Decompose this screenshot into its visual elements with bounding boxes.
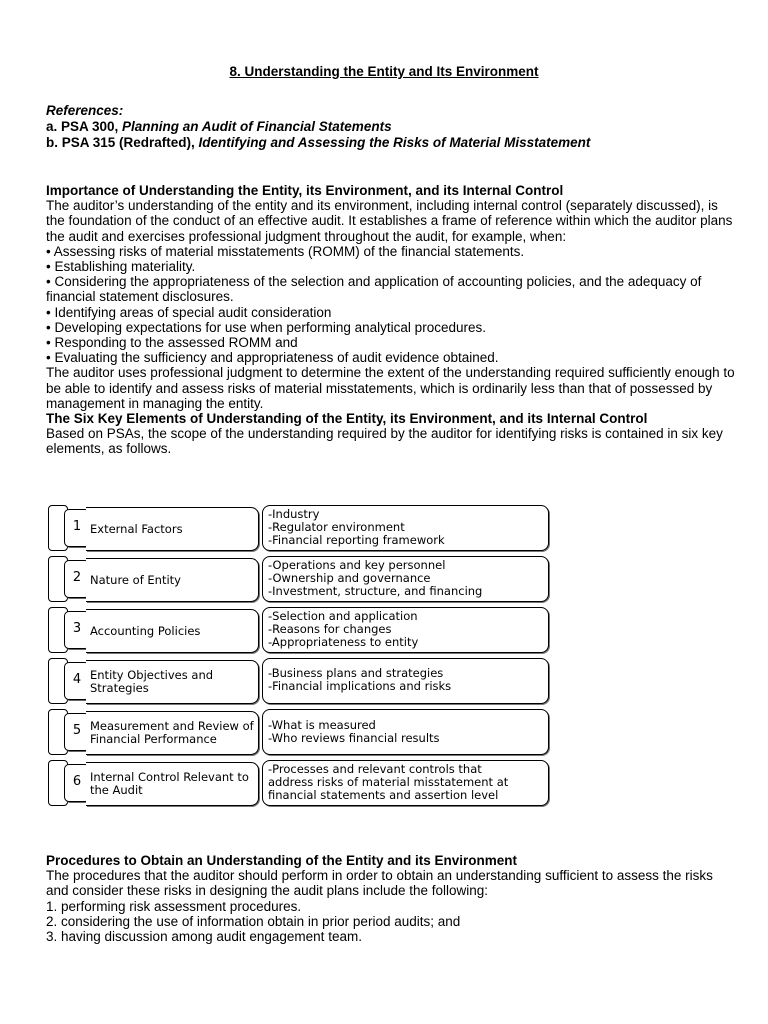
element-items-box xyxy=(262,709,549,755)
element-items-box xyxy=(262,556,549,602)
element-number: 4 xyxy=(72,672,82,687)
importance-bullet: • Establishing materiality. xyxy=(46,259,736,274)
page-title: 8. Understanding the Entity and Its Environment xyxy=(229,64,539,79)
importance-intro: The auditor’s understanding of the entity and its environment, including internal control (separately discussed), is the foundation of the conduct of an effective audit. It establishes a frame of reference within which the auditor plans the audit and exercises professional judgment throughout the audit, for example, when: xyxy=(46,198,733,244)
element-item: -Operations and key personnel xyxy=(268,558,446,572)
procedures-heading: Procedures to Obtain an Understanding of the Entity and its Environment xyxy=(46,853,518,868)
element-label-box xyxy=(86,609,259,653)
tab-marker xyxy=(44,503,84,553)
references xyxy=(46,103,590,151)
element-items-box xyxy=(262,658,549,704)
element-item: -Industry xyxy=(268,507,320,521)
element-item: -Processes and relevant controls that xyxy=(268,762,482,776)
six-elements-intro: Based on PSAs, the scope of the understanding required by the auditor for identifying risks is contained in six key elements, as follows. xyxy=(46,426,723,457)
element-item: -Selection and application xyxy=(268,609,418,623)
diagram-row xyxy=(40,758,555,806)
reference-b xyxy=(46,135,590,151)
element-label-box xyxy=(86,660,259,704)
importance-bullet: • Identifying areas of special audit consideration xyxy=(46,305,736,320)
procedure-item: 1. performing risk assessment procedures. xyxy=(46,898,302,914)
six-key-elements-diagram xyxy=(40,503,555,808)
element-label: External Factors xyxy=(90,521,183,536)
element-item: -What is measured xyxy=(268,718,376,732)
diagram-row xyxy=(40,554,555,602)
references-heading: References: xyxy=(46,103,124,118)
element-item: financial statements and assertion level xyxy=(268,788,499,803)
diagram-row xyxy=(40,605,555,653)
reference-a-prefix: a. PSA 300, xyxy=(46,119,123,134)
element-item: -Ownership and governance xyxy=(268,571,431,586)
importance-bullet: • Responding to the assessed ROMM and xyxy=(46,335,736,350)
element-number: 1 xyxy=(72,519,82,534)
element-item: -Financial implications and risks xyxy=(268,679,452,694)
reference-a xyxy=(46,119,590,135)
tab-marker xyxy=(44,554,84,604)
element-item: address risks of material misstatement at xyxy=(268,775,509,790)
element-label: Internal Control Relevant to the Audit xyxy=(90,770,249,797)
diagram-row xyxy=(40,707,555,755)
tab-marker xyxy=(44,707,84,757)
element-item: -Who reviews financial results xyxy=(268,731,440,746)
element-number: 5 xyxy=(72,723,82,738)
element-label: Measurement and Review of Financial Performance xyxy=(90,719,254,746)
element-items-box xyxy=(262,760,549,806)
importance-heading: Importance of Understanding the Entity, its Environment, and its Internal Control xyxy=(46,183,564,198)
element-item: -Appropriateness to entity xyxy=(268,635,419,650)
importance-closing: The auditor uses professional judgment to determine the extent of the understanding required sufficiently enough to be able to identify and assess risks of material misstatements, which is ordinarily less than that of possessed by management in managing the entity. xyxy=(46,365,735,411)
element-items-box xyxy=(262,607,549,653)
element-number: 2 xyxy=(72,570,82,585)
importance-bullet: • Assessing risks of material misstatements (ROMM) of the financial statements. xyxy=(46,244,736,259)
importance-section xyxy=(46,183,736,457)
element-label: Accounting Policies xyxy=(90,623,201,638)
tab-marker xyxy=(44,656,84,706)
diagram-row xyxy=(40,656,555,704)
element-item: -Business plans and strategies xyxy=(268,666,444,680)
diagram-row xyxy=(40,503,555,551)
element-item: -Reasons for changes xyxy=(268,622,392,637)
procedures-section xyxy=(46,853,736,944)
element-label: Nature of Entity xyxy=(90,572,181,587)
element-label-box xyxy=(86,507,259,551)
element-label-box xyxy=(86,762,259,806)
element-label-box xyxy=(86,711,259,755)
element-label: Entity Objectives and Strategies xyxy=(90,668,214,695)
reference-b-prefix: b. PSA 315 (Redrafted), xyxy=(46,135,199,150)
importance-bullet: • Developing expectations for use when performing analytical procedures. xyxy=(46,320,736,335)
procedure-item: 3. having discussion among audit engagement team. xyxy=(46,929,362,945)
element-item: -Regulator environment xyxy=(268,520,405,535)
element-label-box xyxy=(86,558,259,602)
procedure-item: 2. considering the use of information obtain in prior period audits; and xyxy=(46,913,461,929)
reference-b-title: Identifying and Assessing the Risks of Material Misstatement xyxy=(198,135,591,150)
element-items-box xyxy=(262,505,549,551)
importance-bullet: • Evaluating the sufficiency and appropriateness of audit evidence obtained. xyxy=(46,350,736,365)
six-elements-heading: The Six Key Elements of Understanding of the Entity, its Environment, and its Internal Control xyxy=(46,411,648,427)
element-item: -Investment, structure, and financing xyxy=(268,584,483,599)
reference-a-title: Planning an Audit of Financial Statements xyxy=(122,119,392,134)
element-number: 6 xyxy=(72,774,82,789)
element-number: 3 xyxy=(72,621,82,636)
procedures-intro: The procedures that the auditor should perform in order to obtain an understanding sufficient to assess the risks and consider these risks in designing the audit plans include the following: xyxy=(46,868,713,899)
tab-marker xyxy=(44,605,84,655)
element-item: -Financial reporting framework xyxy=(268,533,445,548)
importance-bullet: • Considering the appropriateness of the selection and application of accounting policies, and the adequacy of financial statement disclosures. xyxy=(46,274,736,304)
tab-marker xyxy=(44,758,84,808)
